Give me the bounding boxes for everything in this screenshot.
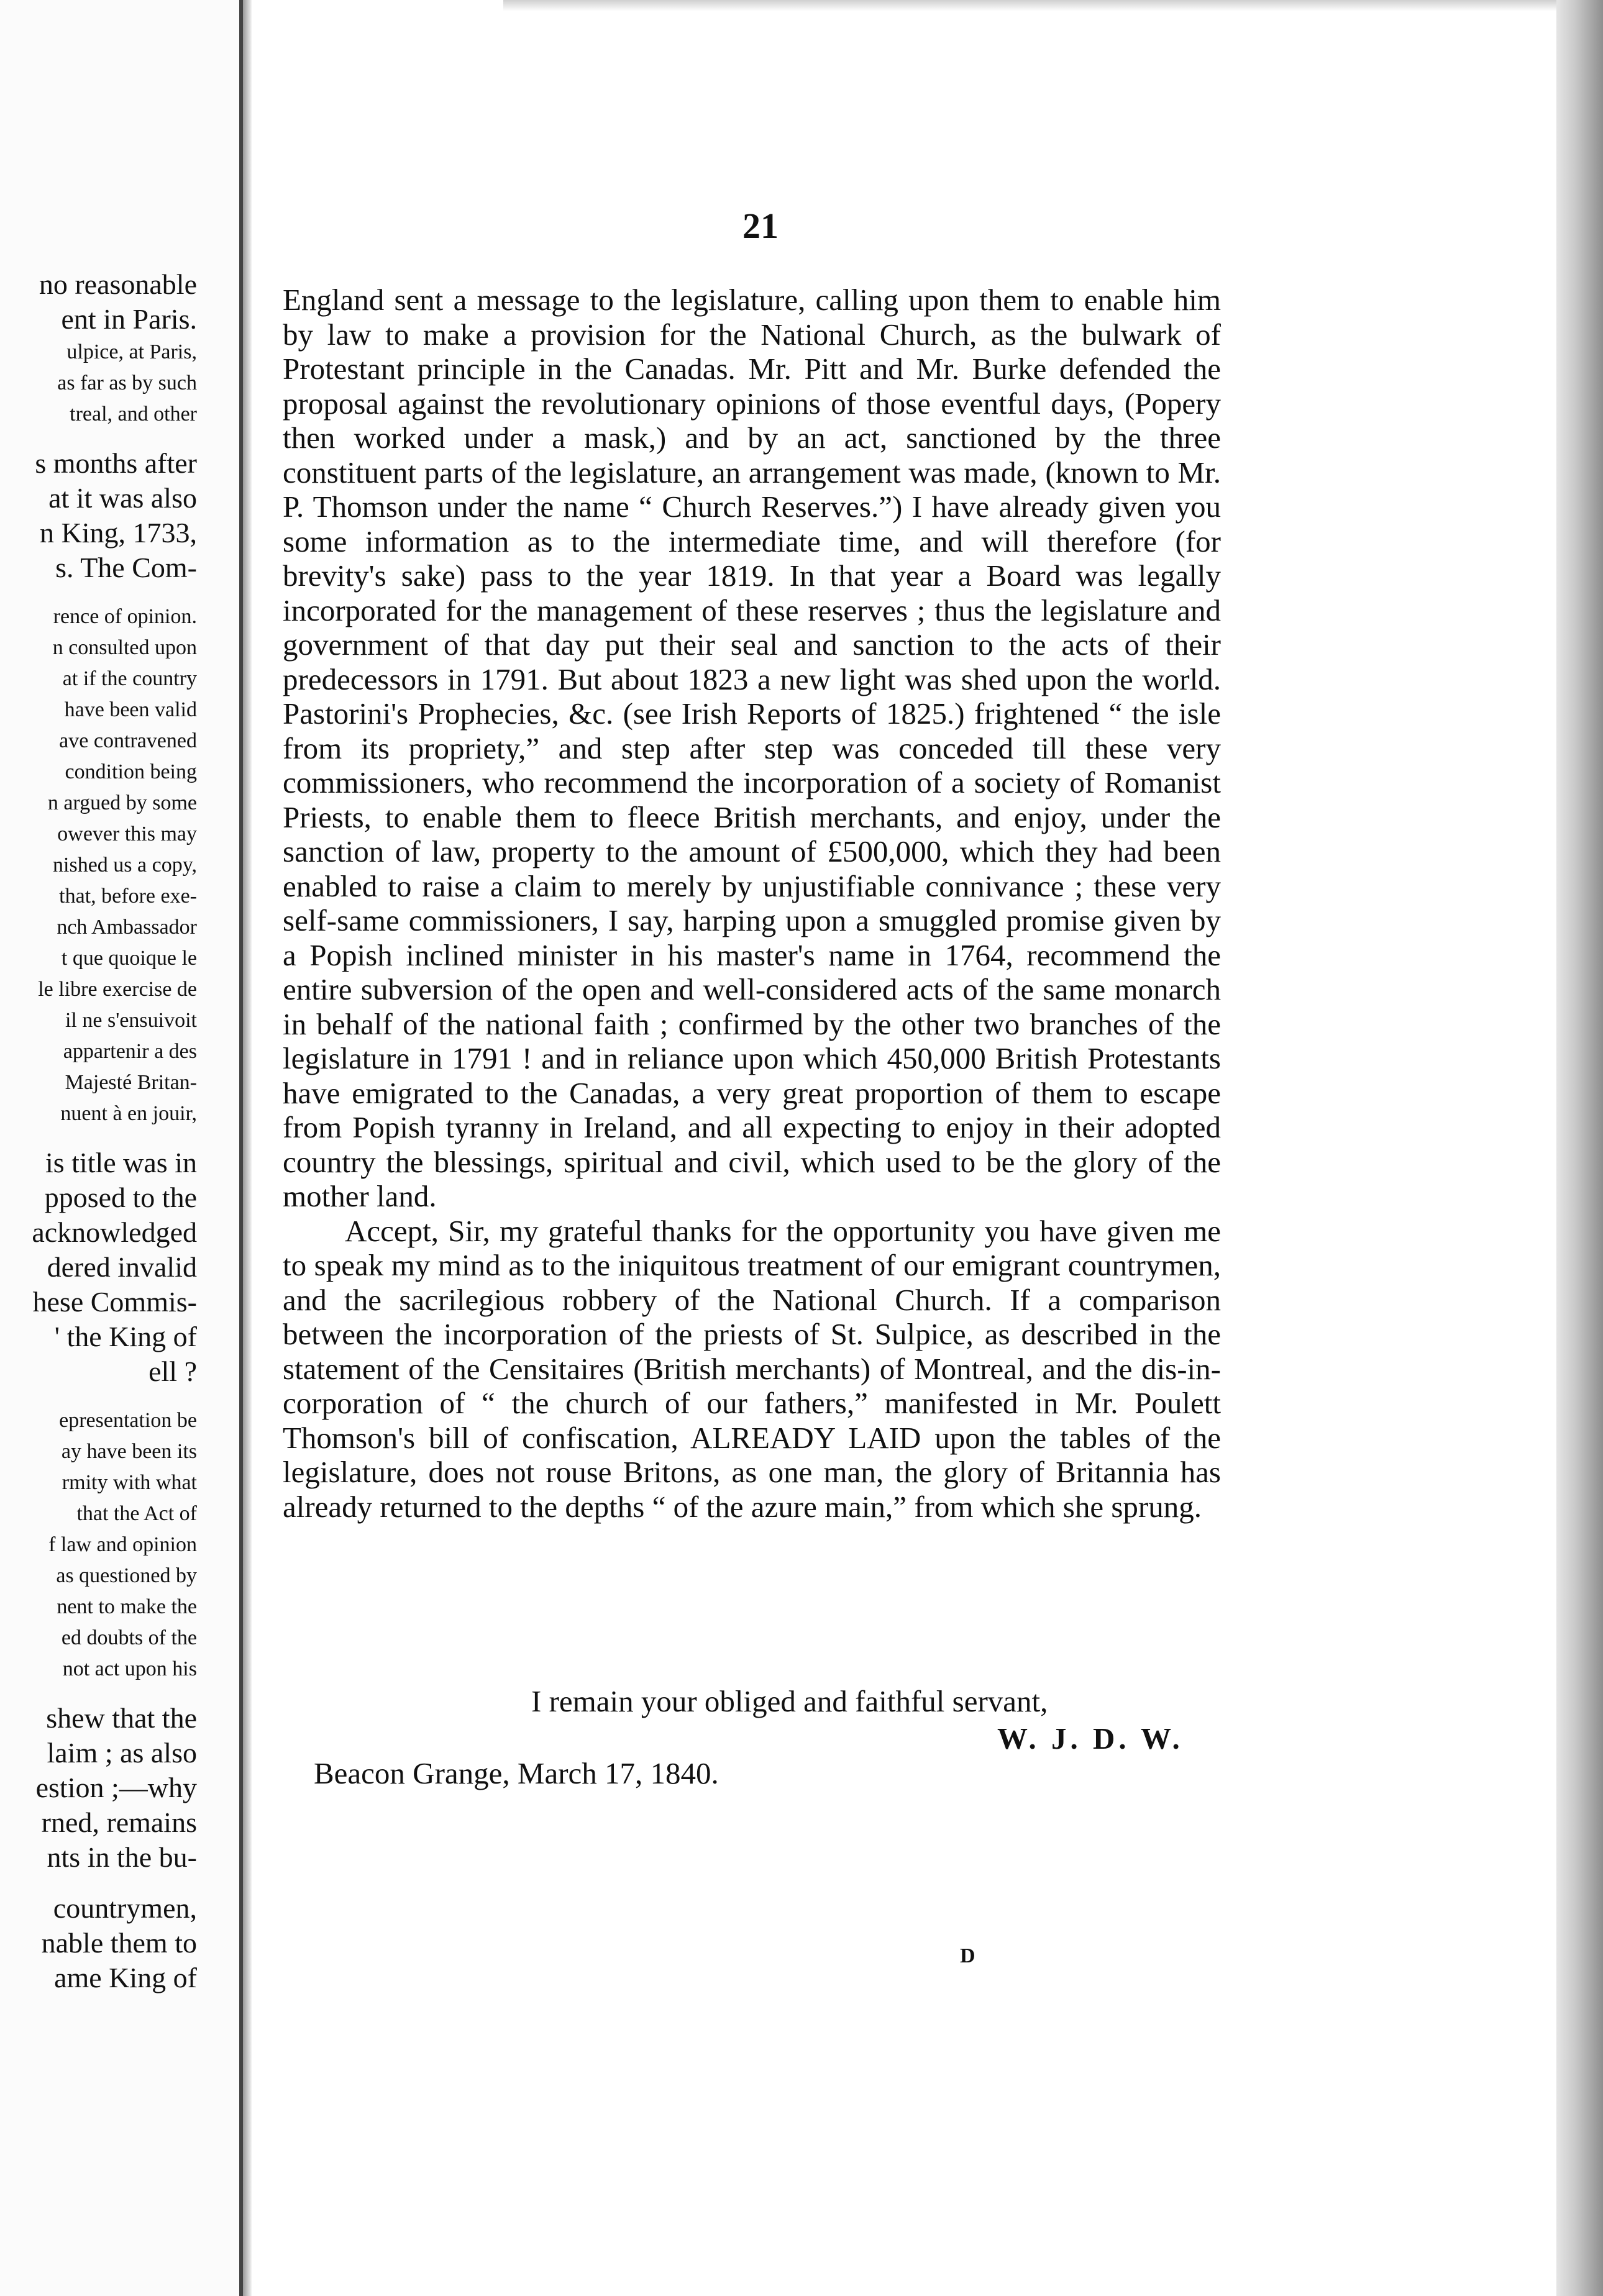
- left-page-line: shew that the: [46, 1702, 197, 1734]
- page-top-edge: [503, 0, 1603, 11]
- left-page-line: rned, remains: [41, 1806, 197, 1838]
- left-page-line: epresentation be: [59, 1409, 197, 1432]
- left-page-line: nent to make the: [57, 1595, 197, 1618]
- left-page-line: il ne s'ensuivoit: [65, 1009, 197, 1032]
- left-page-line: ulpice, at Paris,: [66, 340, 197, 363]
- left-page-line: no reasonable: [39, 268, 197, 300]
- letter-body: [283, 283, 1221, 1524]
- left-page-line: rence of opinion.: [53, 605, 197, 628]
- left-page-line: nuent à en jouir,: [60, 1102, 197, 1125]
- left-page-line: have been valid: [64, 698, 197, 721]
- sign-off: I remain your obliged and faithful servant,: [531, 1684, 1048, 1718]
- left-page-line: condition being: [65, 760, 197, 783]
- left-page-line: n argued by some: [47, 791, 197, 814]
- left-page-line: that, before exe-: [59, 885, 197, 908]
- left-page-line: ame King of: [54, 1962, 197, 1993]
- left-page-line: as questioned by: [56, 1564, 197, 1587]
- dateline: Beacon Grange, March 17, 1840.: [314, 1756, 719, 1790]
- left-page-line: countrymen,: [53, 1892, 197, 1924]
- left-page-line: ave contravened: [59, 729, 197, 752]
- left-page-line: ed doubts of the: [61, 1626, 197, 1649]
- left-page-line: pposed to the: [44, 1182, 197, 1213]
- left-page-line: nch Ambassador: [57, 916, 197, 939]
- left-page-line: n consulted upon: [52, 636, 197, 659]
- left-page-line: treal, and other: [70, 403, 197, 426]
- left-page-line: is title was in: [45, 1147, 197, 1178]
- letter-paragraph-1: England sent a message to the legislature, calling upon them to enable him by law to make a provision for the National Church, as the bulwark of Protestant principle in the Canadas. Mr. Pitt and Mr. Burke defended the proposal against the revolutionary opinions of those eventful days, (Popery then worked under a mask,) and by an act, sanctioned by the three constituent parts of the legislature, an arrangement was made, (known to Mr. P. Thomson under the name “ Church Reserves.”) I have already given you some information as to the intermediate time, and will therefore (for brevity's sake) pass to the year 1819. In that year a Board was legally incorporated for the management of these reserves ; thus the legislature and government of that day put their seal and sanction to the acts of their predecessors in 1791. But about 1823 a new light was shed upon the world. Pastorini's Prophecies, &c. (see Irish Reports of 1825.) frightened “ the isle from its propriety,” and step after step was conceded till these very commissioners, who recommend the incorporation of a society of Romanist Priests, to enable them to fleece British merchants, and enjoy, under the sanction of law, property to the amount of £500,000, which they had been enabled to raise a claim to merely by unjustifiable connivance ; these very self-same commissioners, I say, harping upon a smuggled promise given by a Popish inclined minister in his master's name in 1764, recommend the entire subversion of the open and well-considered acts of the same monarch in behalf of the national faith ; confirmed by the other two branches of the legislature in 1791 ! and in reliance upon which 450,000 British Protestants have emigrated to the Canadas, a very great proportion of them to escape from Popish tyranny in Ireland, and all expecting to enjoy in their adopted country the blessings, spiritual and civil, which used to be the glory of the mother land.: [283, 283, 1221, 1213]
- left-page-line: s. The Com-: [55, 552, 197, 583]
- page-number: 21: [742, 206, 779, 246]
- signature: W. J. D. W.: [997, 1721, 1184, 1756]
- left-page-line: n King, 1733,: [40, 517, 197, 549]
- left-page-line: owever this may: [57, 822, 197, 845]
- left-page-line: ay have been its: [61, 1440, 197, 1463]
- sheet-signature-mark: D: [960, 1944, 975, 1967]
- left-page-line: Majesté Britan-: [65, 1071, 197, 1094]
- left-page-line: f law and opinion: [48, 1533, 197, 1556]
- left-page-line: as far as by such: [57, 371, 197, 394]
- left-page-line: ' the King of: [54, 1321, 197, 1352]
- book-edge-shadow: [1556, 0, 1603, 2296]
- left-page-line: at if the country: [62, 667, 197, 690]
- left-page-line: rmity with what: [62, 1471, 197, 1494]
- left-page-text: [0, 267, 197, 1995]
- left-page-line: hese Commis-: [32, 1286, 197, 1318]
- left-page-line: s months after: [35, 447, 197, 479]
- left-page-line: that the Act of: [76, 1502, 197, 1525]
- letter-paragraph-2: Accept, Sir, my grateful thanks for the opportunity you have given me to speak my mind as to the iniquitous treatment of our emigrant countrymen, and the sacrilegious robbery of the National Church. If a comparison between the incorporation of the priests of St. Sulpice, as described in the statement of the Censitaires (British merchants) of Montreal, and the dis-in-corporation of “ the church of our fathers,” manifested in Mr. Poulett Thomson's bill of confiscation, ALREADY LAID upon the tables of the legislature, does not rouse Britons, as one man, the glory of Britannia has already returned to the depths “ of the azure main,” from which she sprung.: [283, 1213, 1221, 1524]
- left-page-line: le libre exercise de: [38, 978, 197, 1001]
- left-page-line: acknowledged: [32, 1216, 197, 1248]
- left-page-line: ent in Paris.: [61, 303, 197, 335]
- left-page-line: nable them to: [41, 1927, 197, 1959]
- left-facing-page: [0, 0, 243, 2296]
- left-page-line: nished us a copy,: [53, 854, 197, 877]
- left-page-line: laim ; as also: [47, 1737, 197, 1769]
- left-page-line: estion ;—why: [35, 1772, 197, 1803]
- left-page-line: appartenir a des: [63, 1040, 197, 1063]
- left-page-line: ell ?: [148, 1355, 197, 1387]
- left-page-line: at it was also: [48, 482, 197, 514]
- left-page-line: not act upon his: [62, 1657, 197, 1680]
- left-page-line: nts in the bu-: [47, 1841, 197, 1873]
- main-page: [252, 0, 1556, 2296]
- left-page-line: t que quoique le: [61, 947, 197, 970]
- left-page-line: dered invalid: [47, 1251, 197, 1283]
- book-gutter: [243, 0, 252, 2296]
